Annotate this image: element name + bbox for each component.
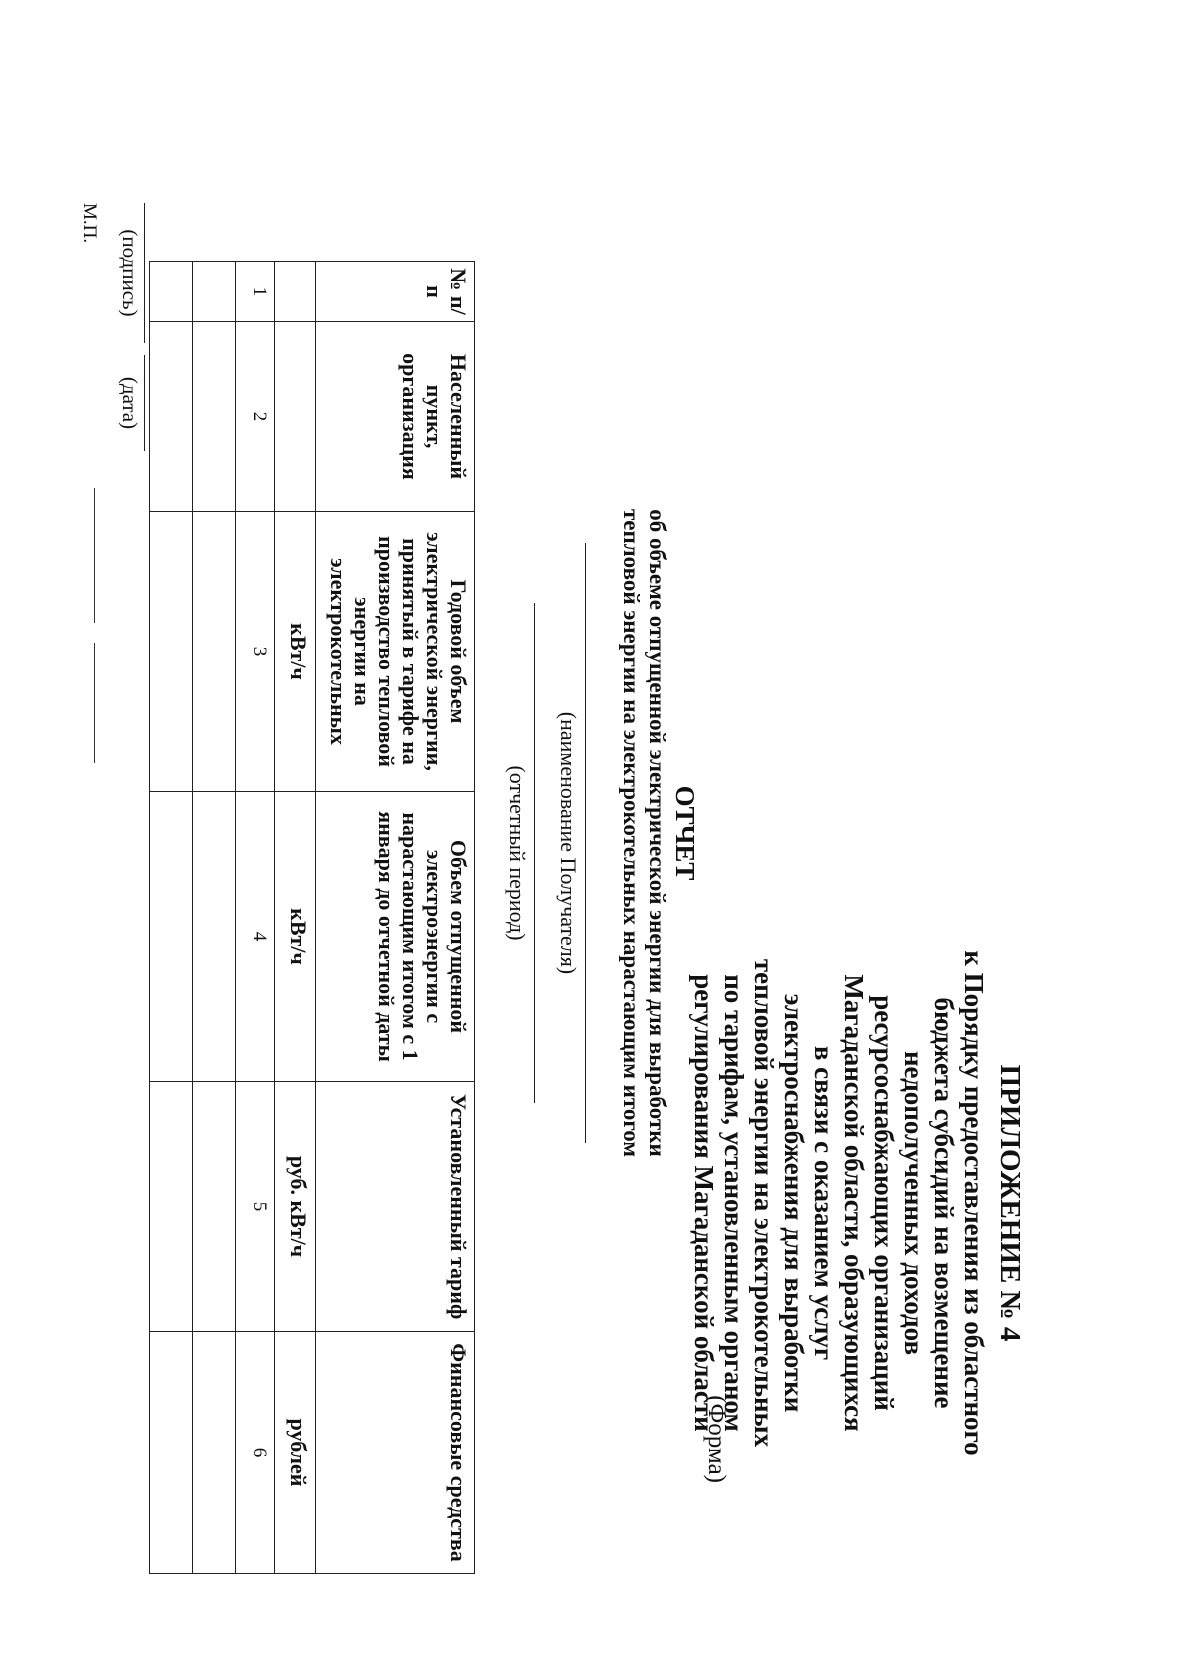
recipient-name-field: (наименование Получателя) bbox=[555, 543, 586, 1143]
date-field: (дата) bbox=[117, 355, 145, 451]
empty-cell bbox=[193, 261, 236, 321]
appendix-line: в связи с оказанием услуг bbox=[809, 1045, 839, 1360]
appendix-line: к Порядку предоставления из областного bbox=[959, 949, 989, 1456]
appendix-line: ресурсоснабжающих организаций bbox=[869, 994, 899, 1411]
report-heading bbox=[618, 473, 700, 1193]
column-number-cell: 2 bbox=[236, 321, 275, 511]
empty-cell bbox=[193, 1331, 236, 1573]
appendix-line: электроснабжения для выработки bbox=[779, 993, 809, 1412]
appendix-block bbox=[689, 923, 1025, 1483]
table-units-row bbox=[275, 261, 316, 1573]
report-subtitle-line: тепловой энергии на электрокотельных нарастающим итогом bbox=[619, 508, 644, 1157]
empty-cell bbox=[193, 791, 236, 1081]
unit-cell bbox=[275, 321, 316, 511]
column-number-cell: 4 bbox=[236, 791, 275, 1081]
table-column-numbers-row bbox=[236, 261, 275, 1573]
empty-cell bbox=[150, 261, 193, 321]
form-label: (Форма) bbox=[703, 1394, 730, 1483]
unit-cell: кВт/ч bbox=[275, 791, 316, 1081]
appendix-line: регулирования Магаданской области bbox=[689, 973, 719, 1432]
empty-cell bbox=[150, 511, 193, 791]
column-header-funds: Финансовые средства bbox=[316, 1331, 475, 1573]
appendix-line: бюджета субсидий на возмещение bbox=[929, 996, 959, 1409]
appendix-line: тепловой энергии на электрокотельных bbox=[749, 958, 779, 1447]
column-number-cell: 6 bbox=[236, 1331, 275, 1573]
table-row bbox=[150, 261, 193, 1573]
appendix-line: недополученных доходов bbox=[899, 1050, 929, 1355]
report-subtitle-line: об объеме отпущенной электрической энергии для выработки bbox=[645, 508, 670, 1157]
empty-cell bbox=[150, 1081, 193, 1331]
unit-cell: руб. кВт/ч bbox=[275, 1081, 316, 1331]
column-header-tariff: Установленный тариф bbox=[316, 1081, 475, 1331]
column-header-settlement: Населенный пункт, организация bbox=[316, 321, 475, 511]
stamp-place-label: М.П. bbox=[79, 202, 100, 243]
empty-cell bbox=[150, 321, 193, 511]
empty-cell bbox=[193, 511, 236, 791]
appendix-number: ПРИЛОЖЕНИЕ № 4 bbox=[994, 1064, 1026, 1341]
column-header-annual-volume: Годовой объем электрической энергии, принятый в тарифе на производство тепловой энергии на электрокотельных bbox=[316, 511, 475, 791]
unit-cell: рублей bbox=[275, 1331, 316, 1573]
report-title: ОТЧЕТ bbox=[670, 785, 700, 880]
report-table bbox=[149, 261, 475, 1574]
blank-line bbox=[94, 643, 95, 763]
column-number-cell: 3 bbox=[236, 511, 275, 791]
signature-field: (подпись) bbox=[117, 203, 145, 343]
empty-cell bbox=[150, 791, 193, 1081]
unit-cell: кВт/ч bbox=[275, 511, 316, 791]
document-page bbox=[70, 83, 1130, 1583]
empty-cell bbox=[193, 321, 236, 511]
empty-cell bbox=[150, 1331, 193, 1573]
appendix-line: по тарифам, установленным органом bbox=[719, 973, 749, 1432]
table-header-row bbox=[316, 261, 475, 1573]
column-number-cell: 5 bbox=[236, 1081, 275, 1331]
appendix-line: Магаданской области, образующихся bbox=[839, 973, 869, 1432]
reporting-period-field: (отчетный период) bbox=[504, 603, 535, 1103]
column-number-cell: 1 bbox=[236, 261, 275, 321]
blank-line bbox=[94, 488, 95, 623]
column-header-number: № п/п bbox=[316, 261, 475, 321]
table-row bbox=[193, 261, 236, 1573]
empty-cell bbox=[193, 1081, 236, 1331]
column-header-released-volume: Объем отпущенной электроэнергии с нарастающим итогом с 1 января до отчетной даты bbox=[316, 791, 475, 1081]
unit-cell bbox=[275, 261, 316, 321]
